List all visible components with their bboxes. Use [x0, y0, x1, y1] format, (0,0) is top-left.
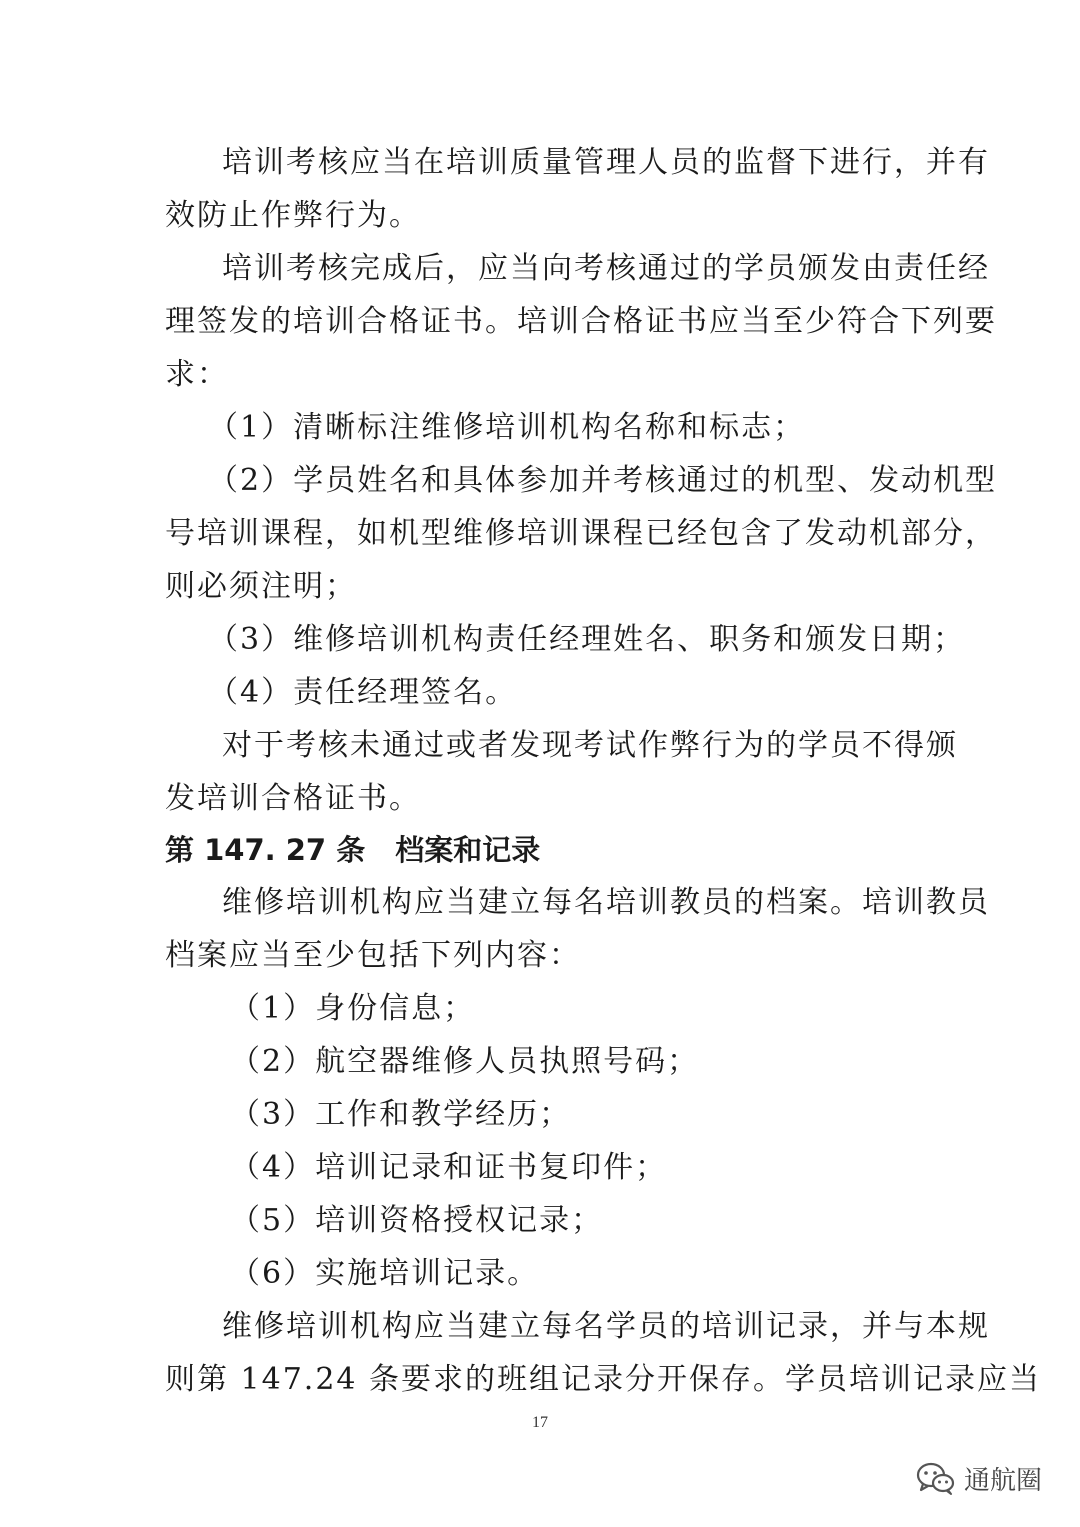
- paragraph-line: 培训考核完成后，应当向考核通过的学员颁发由责任经: [222, 251, 990, 286]
- list-item: （1）清晰标注维修培训机构名称和标志；: [208, 410, 806, 445]
- paragraph-line: 培训考核应当在培训质量管理人员的监督下进行，并有: [222, 145, 990, 180]
- paragraph-line: 则第 147.24 条要求的班组记录分开保存。学员培训记录应当: [165, 1362, 1042, 1397]
- list-item: （3）维修培训机构责任经理姓名、职务和颁发日期；: [208, 622, 966, 657]
- list-item-line: 号培训课程，如机型维修培训课程已经包含了发动机部分，: [165, 516, 997, 551]
- list-item: （4）培训记录和证书复印件；: [230, 1150, 668, 1185]
- section-heading: [165, 830, 540, 870]
- list-item: （2）航空器维修人员执照号码；: [230, 1044, 700, 1079]
- paragraph-line: 对于考核未通过或者发现考试作弊行为的学员不得颁: [222, 728, 958, 763]
- paragraph-line: 求：: [165, 357, 229, 392]
- paragraph-line: 理签发的培训合格证书。培训合格证书应当至少符合下列要: [165, 304, 997, 339]
- paragraph-line: 效防止作弊行为。: [165, 198, 421, 233]
- paragraph-line: 发培训合格证书。: [165, 781, 421, 816]
- paragraph-line: 维修培训机构应当建立每名学员的培训记录，并与本规: [222, 1309, 990, 1344]
- list-item: （6）实施培训记录。: [230, 1256, 540, 1291]
- list-item: （3）工作和教学经历；: [230, 1097, 572, 1132]
- wechat-icon: [916, 1461, 956, 1495]
- section-title: 档案和记录: [395, 833, 541, 867]
- list-item: （2）学员姓名和具体参加并考核通过的机型、发动机型: [208, 463, 998, 498]
- list-item: （1）身份信息；: [230, 991, 476, 1026]
- paragraph-line: 档案应当至少包括下列内容：: [165, 938, 581, 973]
- list-item: （4）责任经理签名。: [208, 675, 518, 710]
- list-item-line: 则必须注明；: [165, 569, 357, 604]
- section-number: 第 147. 27 条: [165, 833, 366, 867]
- list-item: （5）培训资格授权记录；: [230, 1203, 604, 1238]
- page-number: 17: [532, 1414, 548, 1431]
- watermark-text: 通航圈: [963, 1465, 1042, 1496]
- watermark: [916, 1458, 1042, 1498]
- paragraph-line: 维修培训机构应当建立每名培训教员的档案。培训教员: [222, 885, 990, 920]
